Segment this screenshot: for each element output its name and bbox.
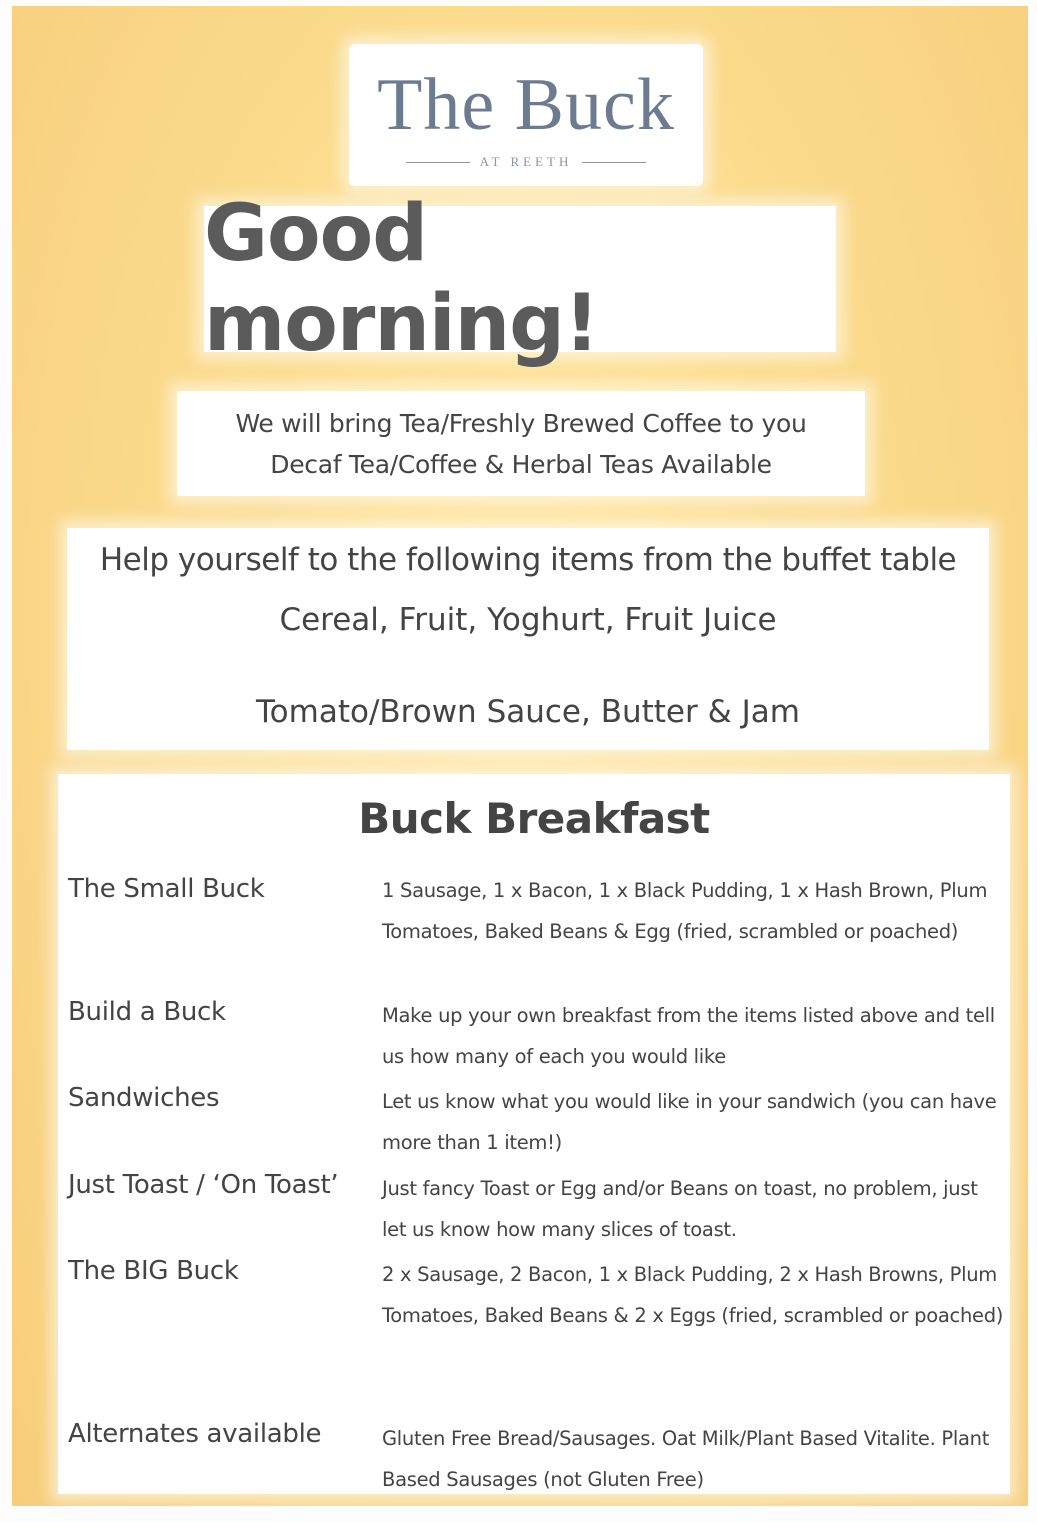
- logo-subtitle: AT REETH: [479, 154, 573, 169]
- drinks-box: [177, 391, 865, 496]
- logo-rule-right: [582, 162, 646, 163]
- menu-item-name: Alternates available: [68, 1419, 322, 1449]
- buffet-box: [67, 528, 989, 750]
- logo-rule-left: [406, 162, 470, 163]
- menu-item-name: The Small Buck: [68, 874, 265, 904]
- drinks-line-2: Decaf Tea/Coffee & Herbal Teas Available: [270, 449, 772, 479]
- drinks-line-1: We will bring Tea/Freshly Brewed Coffee to you: [235, 408, 807, 438]
- menu-item-name: Just Toast / ‘On Toast’: [68, 1170, 339, 1200]
- menu-title: Buck Breakfast: [358, 794, 710, 843]
- buffet-line-1: Cereal, Fruit, Yoghurt, Fruit Juice: [279, 602, 777, 638]
- menu-item-description: Let us know what you would like in your sandwich (you can have more than 1 item!): [382, 1090, 997, 1154]
- menu-item-name: The BIG Buck: [68, 1256, 239, 1286]
- menu-item-description: Gluten Free Bread/Sausages. Oat Milk/Plant Based Vitalite. Plant Based Sausages (not Gluten Free): [382, 1427, 990, 1491]
- buffet-line-2: Tomato/Brown Sauce, Butter & Jam: [256, 694, 800, 730]
- menu-item-description: Make up your own breakfast from the items listed above and tell us how many of each you would like: [382, 1004, 995, 1068]
- breakfast-menu: [58, 774, 1010, 1494]
- greeting-heading: Good morning!: [204, 189, 599, 369]
- menu-item-description: Just fancy Toast or Egg and/or Beans on toast, no problem, just let us know how many slices of toast.: [382, 1177, 978, 1241]
- logo: [349, 44, 703, 186]
- menu-item-name: Sandwiches: [68, 1083, 220, 1113]
- menu-sheet: [12, 6, 1028, 1506]
- menu-item-description: 2 x Sausage, 2 Bacon, 1 x Black Pudding, 2 x Hash Browns, Plum Tomatoes, Baked Beans & 2 x Eggs (fried, scrambled or poached): [382, 1263, 1004, 1327]
- logo-name: The Buck: [377, 64, 675, 146]
- logo-subtitle-row: [406, 154, 647, 170]
- buffet-title: Help yourself to the following items from the buffet table: [99, 542, 957, 578]
- greeting-box: [204, 189, 836, 369]
- menu-item-name: Build a Buck: [68, 997, 226, 1027]
- menu-item-description: 1 Sausage, 1 x Bacon, 1 x Black Pudding, 1 x Hash Brown, Plum Tomatoes, Baked Beans & Egg (fried, scrambled or poached): [382, 879, 988, 943]
